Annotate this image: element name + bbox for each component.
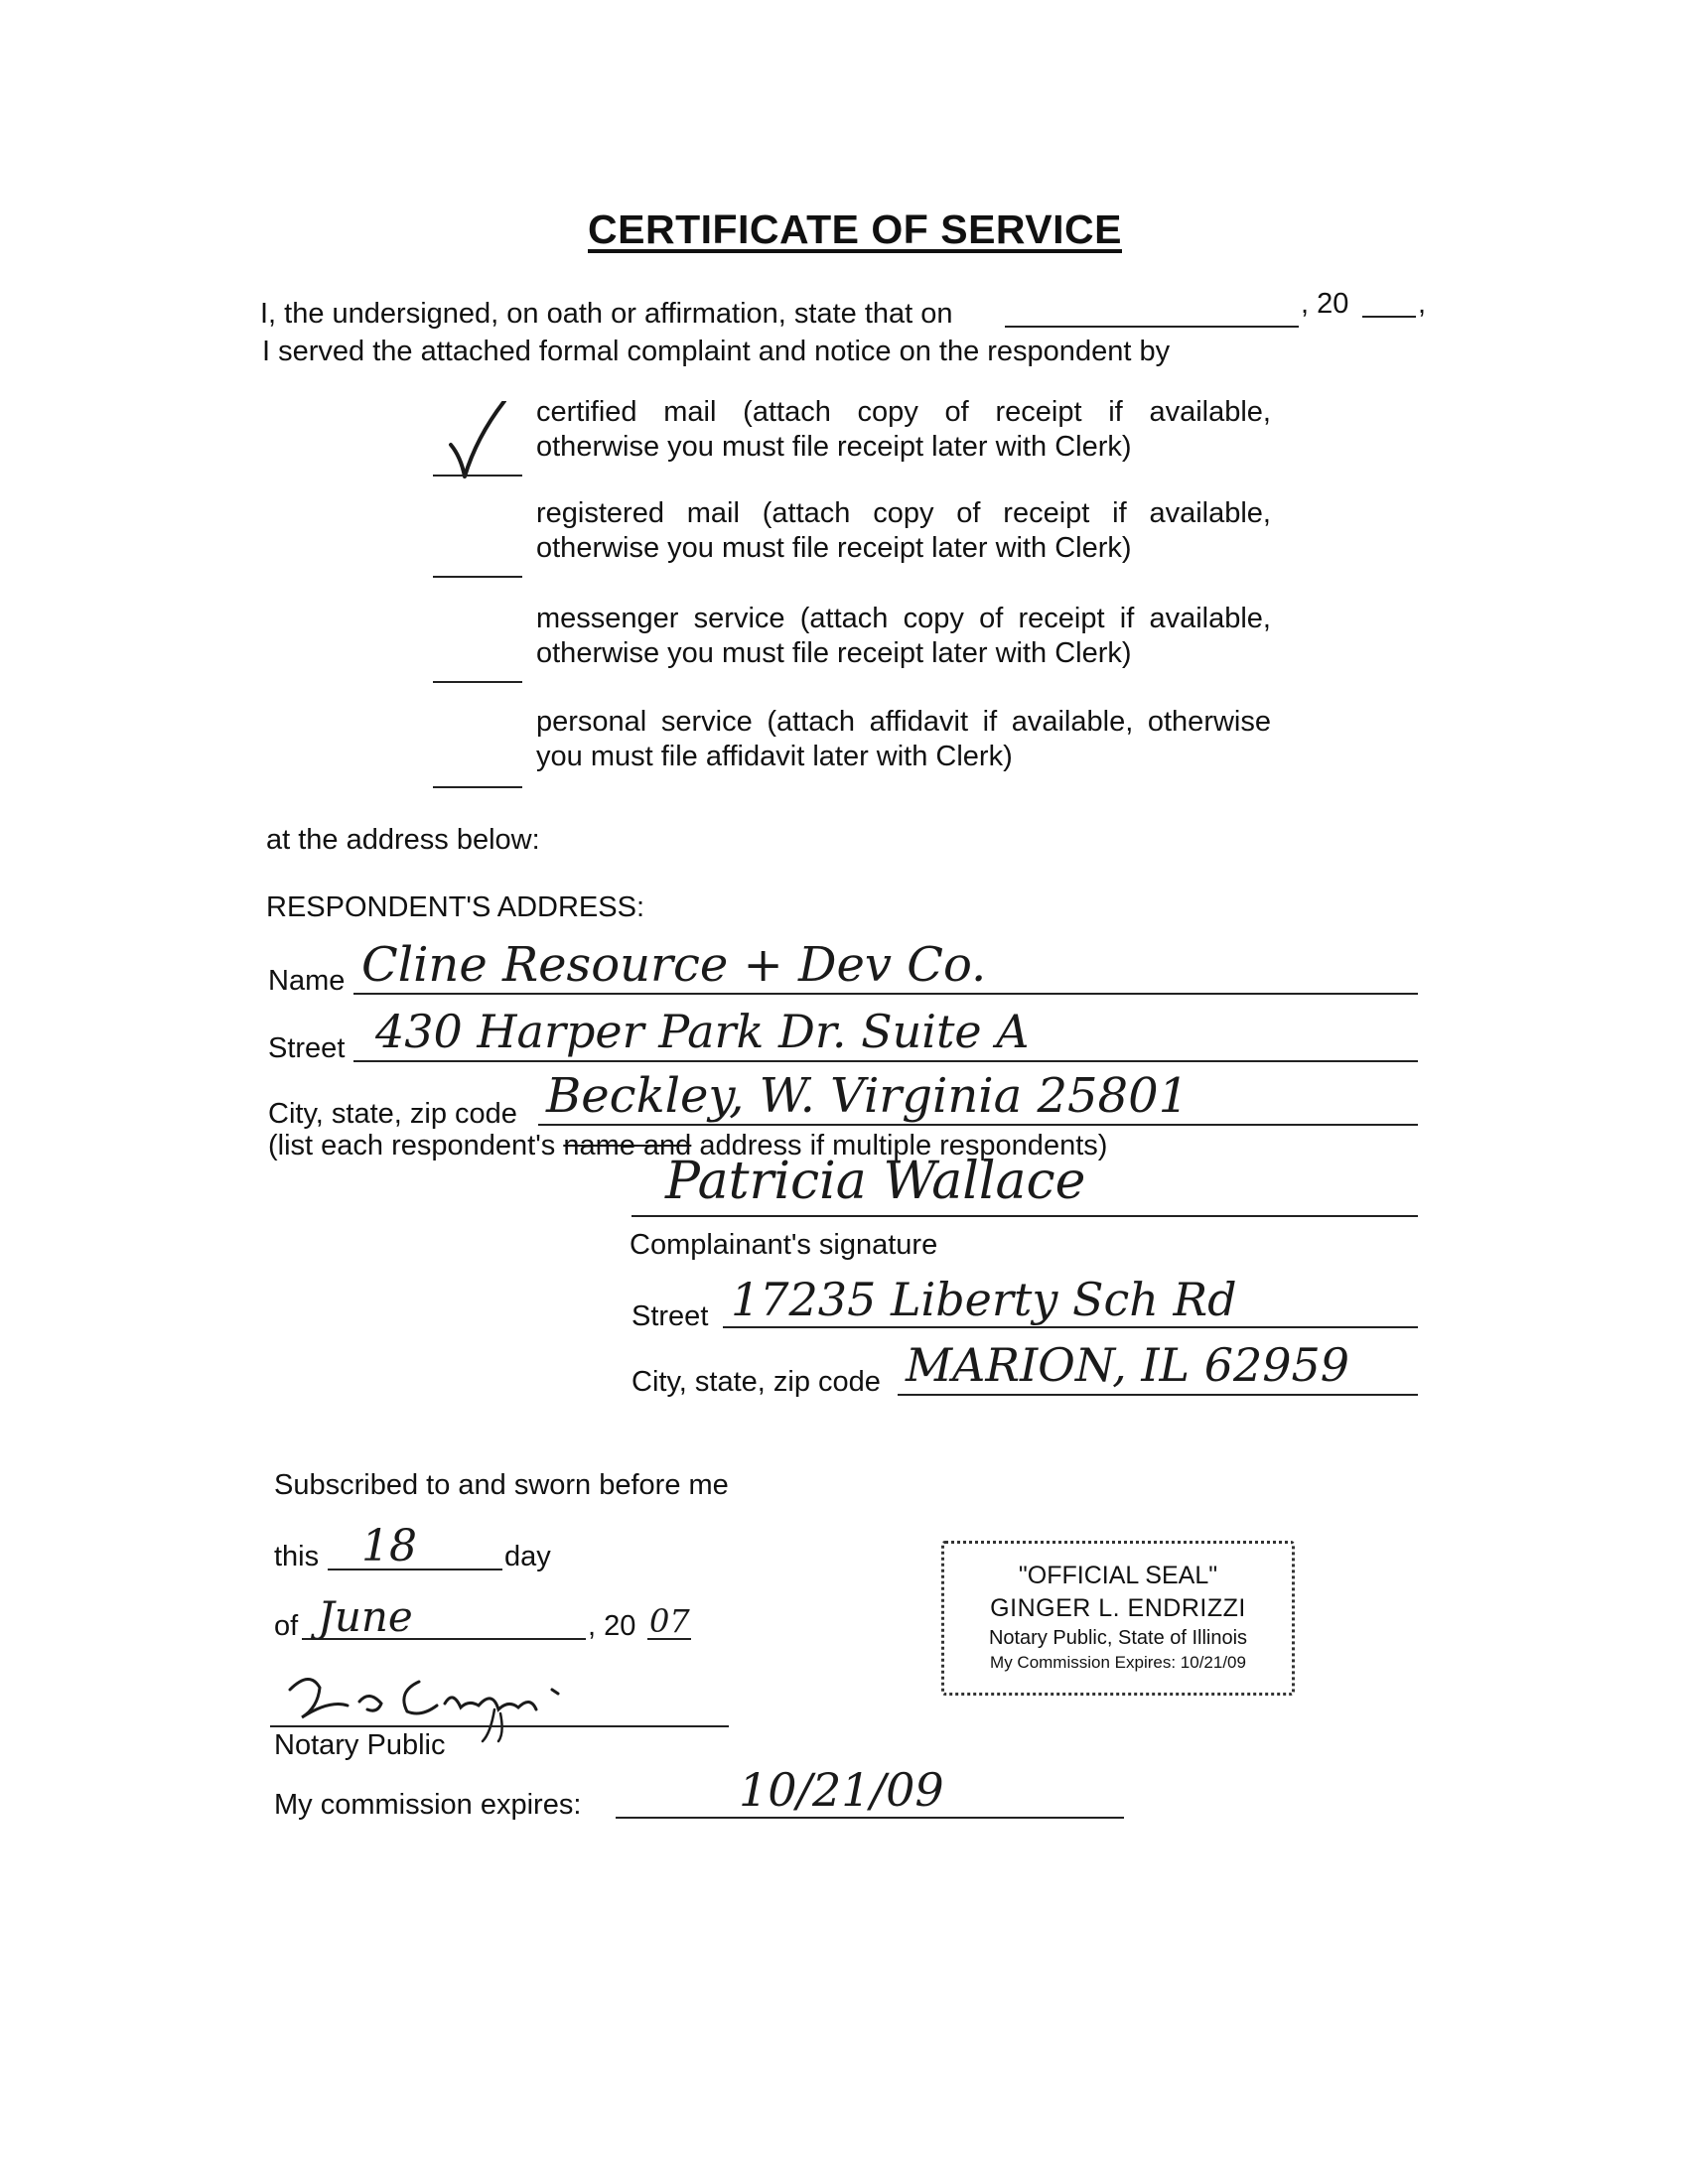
registered-mail-check-line[interactable] [433, 576, 522, 578]
intro-year-label: , 20 [1301, 288, 1349, 320]
personal-service-check-line[interactable] [433, 786, 522, 788]
city-label: City, state, zip code [268, 1098, 517, 1130]
complainant-city-label: City, state, zip code [632, 1366, 881, 1398]
address-below-label: at the address below: [266, 824, 540, 856]
notary-signature-field[interactable] [270, 1725, 729, 1727]
official-seal-stamp [941, 1541, 1295, 1696]
complainant-signature-handwriting: Patricia Wallace [665, 1152, 1086, 1211]
street-label: Street [268, 1032, 346, 1064]
complainant-signature-label: Complainant's signature [630, 1229, 938, 1261]
seal-title: "OFFICIAL SEAL" [1018, 1562, 1218, 1589]
name-label: Name [268, 965, 346, 997]
respondent-city-handwriting: Beckley, W. Virginia 25801 [546, 1068, 1190, 1124]
respondent-street-handwriting: 430 Harper Park Dr. Suite A [375, 1005, 1030, 1058]
seal-name: GINGER L. ENDRIZZI [990, 1594, 1246, 1622]
of-label: of [274, 1610, 299, 1642]
this-label: this [274, 1541, 320, 1572]
respondent-heading: RESPONDENT'S ADDRESS: [266, 891, 645, 923]
complainant-street-field[interactable] [723, 1326, 1418, 1328]
messenger-service-check-line[interactable] [433, 681, 522, 683]
seal-expiration: My Commission Expires: 10/21/09 [990, 1653, 1246, 1672]
intro-line-2: I served the attached formal complaint and notice on the respondent by [262, 336, 1171, 367]
list-note-strike: name and [563, 1130, 692, 1161]
intro-line-1: I, the undersigned, on oath or affirmation, state that on [260, 298, 953, 330]
list-note-post: address if multiple respondents) [691, 1130, 1108, 1161]
commission-expires-handwriting: 10/21/09 [739, 1763, 944, 1817]
page-title: CERTIFICATE OF SERVICE [588, 206, 1122, 252]
service-date-field[interactable] [1005, 326, 1299, 328]
option-registered-mail: registered mail (attach copy of receipt if available, otherwise you must file receipt later with Clerk) [536, 497, 1271, 565]
option-personal-service: personal service (attach affidavit if available, otherwise you must file affidavit later with Clerk) [536, 706, 1271, 773]
commission-label: My commission expires: [274, 1789, 582, 1821]
respondent-name-field[interactable] [353, 993, 1418, 995]
day-label: day [504, 1541, 551, 1572]
checkmark-icon [429, 401, 528, 480]
month-handwriting: June [318, 1592, 413, 1641]
commission-expires-field[interactable] [616, 1817, 1124, 1819]
respondent-city-field[interactable] [538, 1124, 1418, 1126]
intro-comma: , [1418, 288, 1427, 320]
option-certified-mail: certified mail (attach copy of receipt if available, otherwise you must file receipt later with Clerk) [536, 396, 1271, 464]
list-note-pre: (list each respondent's [268, 1130, 564, 1161]
year-handwriting: 07 [649, 1602, 690, 1640]
option-messenger-service: messenger service (attach copy of receipt if available, otherwise you must file receipt later with Clerk) [536, 603, 1271, 670]
complainant-street-handwriting: 17235 Liberty Sch Rd [731, 1273, 1237, 1326]
respondent-street-field[interactable] [353, 1060, 1418, 1062]
complainant-signature-field[interactable] [632, 1215, 1418, 1217]
service-year-field[interactable] [1362, 316, 1416, 318]
notary-public-label: Notary Public [274, 1729, 446, 1761]
complainant-city-field[interactable] [898, 1394, 1418, 1396]
certified-mail-check-line[interactable] [433, 475, 522, 477]
seal-state: Notary Public, State of Illinois [988, 1627, 1248, 1649]
subscribed-label: Subscribed to and sworn before me [274, 1469, 729, 1501]
respondent-name-handwriting: Cline Resource + Dev Co. [361, 937, 987, 993]
year-prefix: , 20 [588, 1610, 636, 1642]
complainant-street-label: Street [632, 1300, 709, 1332]
day-handwriting: 18 [361, 1521, 417, 1571]
complainant-city-handwriting: MARION, IL 62959 [906, 1338, 1350, 1392]
